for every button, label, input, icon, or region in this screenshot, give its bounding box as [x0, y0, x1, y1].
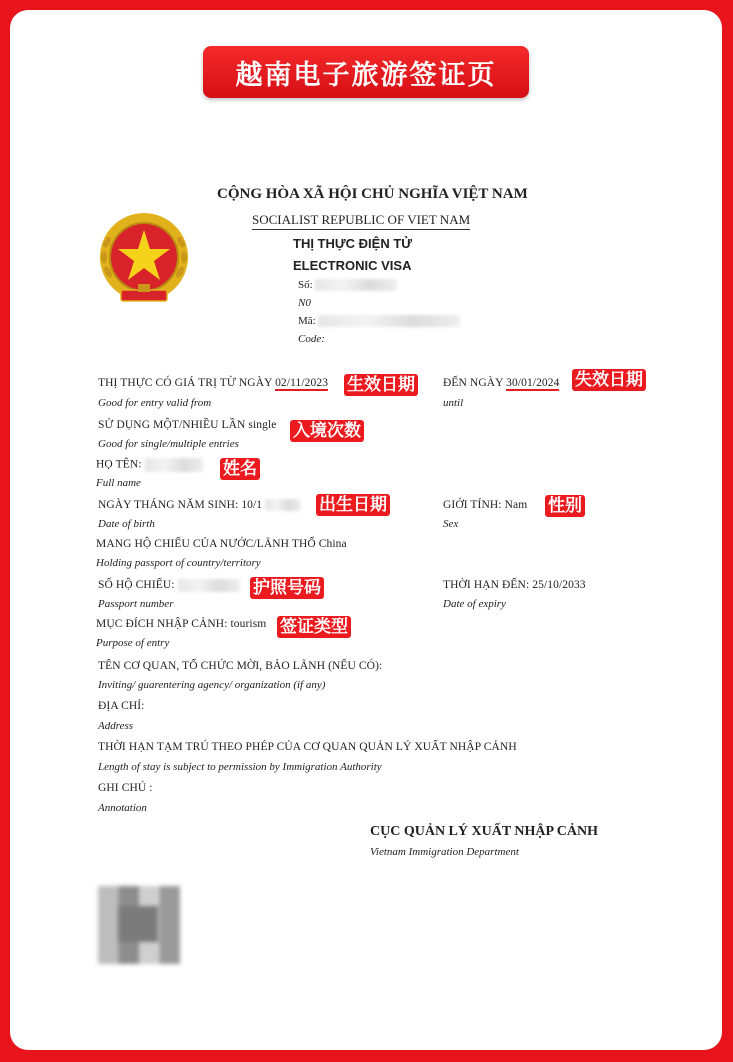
note-en: Annotation: [98, 802, 147, 814]
purpose-row: [96, 618, 266, 630]
name-redacted: [145, 458, 203, 472]
country-name-vn: CỘNG HÒA XÃ HỘI CHỦ NGHĨA VIỆT NAM: [217, 186, 528, 202]
expiry-row: [443, 579, 586, 591]
number-label-en: N0: [298, 297, 311, 309]
entries-en: Good for single/multiple entries: [98, 438, 239, 450]
visa-title-en: ELECTRONIC VISA: [293, 258, 412, 273]
code-redacted: [318, 315, 460, 327]
passport-country-value: China: [318, 538, 347, 550]
annotation-expiry-date: 失效日期: [572, 369, 646, 391]
annotation-birth-date: 出生日期: [316, 494, 390, 516]
passport-country-row: [96, 538, 347, 550]
number-label: Số:: [298, 279, 313, 291]
code-label: Mã:: [298, 315, 316, 327]
expiry-value: 25/10/2033: [532, 579, 586, 591]
valid-from-en: Good for entry valid from: [98, 397, 212, 409]
passport-no-en: Passport number: [98, 598, 174, 610]
passport-country-label: MANG HỘ CHIẾU CỦA NƯỚC/LÃNH THỔ: [96, 538, 316, 550]
entries-value: single: [248, 419, 277, 431]
department-name-en: Vietnam Immigration Department: [370, 846, 519, 858]
address-label: ĐỊA CHỈ:: [98, 700, 145, 712]
address-en: Address: [98, 720, 134, 732]
sex-en: Sex: [443, 518, 459, 530]
dob-en: Date of birth: [98, 518, 155, 530]
valid-from-row: [98, 377, 328, 389]
department-name-vn: CỤC QUẢN LÝ XUẤT NHẬP CẢNH: [370, 824, 599, 839]
country-name-en: SOCIALIST REPUBLIC OF VIET NAM: [252, 212, 470, 230]
visa-title-vn: THỊ THỰC ĐIỆN TỬ: [293, 236, 413, 251]
expiry-en: Date of expiry: [443, 598, 506, 610]
passport-no-redacted: [178, 579, 240, 592]
sex-row: [443, 499, 527, 511]
entries-label: SỬ DỤNG MỘT/NHIỀU LẦN: [98, 419, 246, 431]
dob-label: NGÀY THÁNG NĂM SINH:: [98, 499, 239, 511]
expiry-label: THỜI HẠN ĐẾN:: [443, 579, 530, 591]
title-banner: [203, 46, 529, 98]
entries-row: [98, 419, 276, 431]
passport-country-en: Holding passport of country/territory: [96, 557, 261, 569]
agency-label: TÊN CƠ QUAN, TỔ CHỨC MỜI, BẢO LÃNH (NẾU CÓ):: [98, 660, 383, 672]
purpose-value: tourism: [230, 618, 267, 630]
agency-en: Inviting/ guarentering agency/ organization (if any): [98, 679, 326, 691]
annotation-visa-type: 签证类型: [277, 616, 351, 638]
until-en: until: [443, 397, 464, 409]
annotation-passport-no: 护照号码: [250, 577, 324, 599]
stay-label: THỜI HẠN TẠM TRÚ THEO PHÉP CỦA CƠ QUAN QUẢN LÝ XUẤT NHẬP CẢNH: [98, 741, 517, 753]
number-row: [298, 279, 397, 291]
purpose-label: MỤC ĐÍCH NHẬP CẢNH:: [96, 618, 228, 630]
passport-no-label: SỐ HỘ CHIẾU:: [98, 579, 175, 592]
code-row: [298, 315, 460, 327]
annotation-name: 姓名: [220, 458, 260, 480]
annotation-entry-count: 入境次数: [290, 420, 364, 442]
name-en: Full name: [96, 477, 141, 489]
qr-code-redacted: [98, 886, 180, 964]
sex-value: Nam: [504, 499, 528, 511]
sex-label: GIỚI TÍNH:: [443, 499, 502, 511]
name-row: [96, 458, 203, 472]
purpose-en: Purpose of entry: [96, 637, 170, 649]
until-row: [443, 377, 559, 389]
passport-no-row: [98, 579, 240, 592]
banner-title: 越南电子旅游签证页: [235, 59, 497, 91]
dob-redacted: [265, 499, 301, 511]
valid-from-value: 02/11/2023: [275, 377, 329, 389]
number-redacted: [315, 279, 397, 291]
code-label-en: Code:: [298, 333, 325, 345]
until-value: 30/01/2024: [506, 377, 560, 389]
annotation-effective-date: 生效日期: [344, 374, 418, 396]
until-label: ĐẾN NGÀY: [443, 377, 504, 389]
stay-en: Length of stay is subject to permission by Immigration Authority: [98, 761, 382, 773]
valid-from-label: THỊ THỰC CÓ GIÁ TRỊ TỪ NGÀY: [98, 377, 273, 389]
national-emblem-icon: [97, 212, 191, 308]
name-label: HỌ TÊN:: [96, 458, 142, 471]
dob-row: [98, 499, 301, 511]
note-label: GHI CHÚ :: [98, 782, 153, 794]
annotation-sex: 性别: [545, 495, 585, 517]
dob-value: 10/1: [241, 499, 263, 511]
